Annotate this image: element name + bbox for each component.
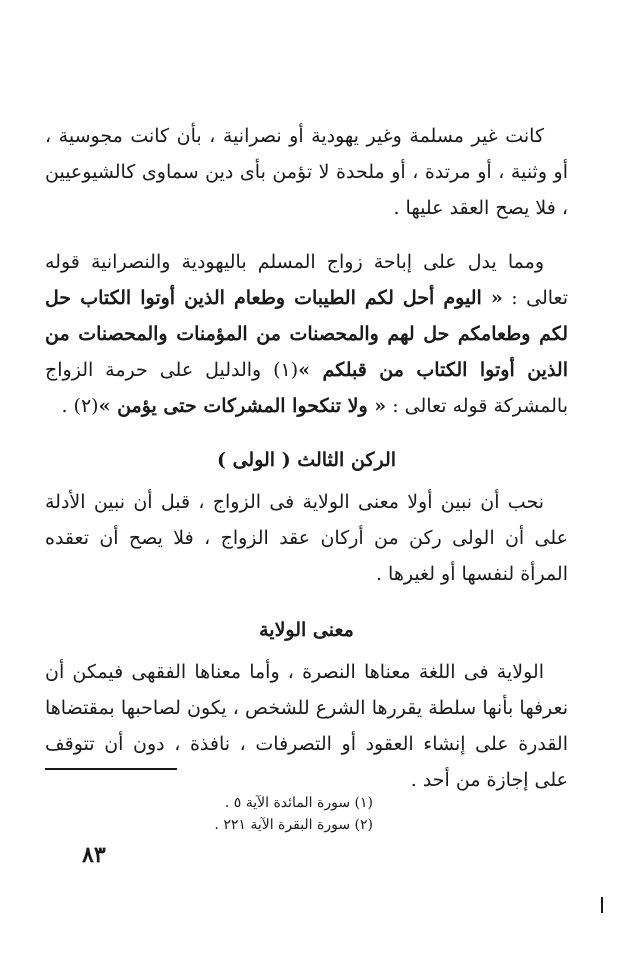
- paragraph-non-muslim-wife: كانت غير مسلمة وغير يهودية أو نصرانية ، بأن كانت مجوسية ، أو وثنية ، أو مرتدة ، أو ملحدة لا تؤمن بأى دين سماوى كالشيوعيين ، فلا يصح العقد عليها .: [45, 125, 568, 219]
- footnote-1: (١) سورة المائدة الآية ٥ .: [224, 795, 373, 811]
- paragraph-guardianship-definition: الولاية فى اللغة معناها النصرة ، وأما معناها الفقهى فيمكن أن نعرفها بأنها سلطة يقررها الشرع للشخص ، يكون لصاحبها بمقتضاها القدرة على إنشاء العقود أو التصرفات ، نافذة ، دون أن تتوقف على إجازة من أحد .: [45, 661, 568, 791]
- paragraph-evidence: [45, 244, 568, 424]
- evidence-intro: ومما يدل على إباحة زواج المسلم باليهودية والنصرانية قوله تعالى :: [45, 251, 568, 309]
- footnotes: [45, 792, 373, 836]
- scan-edge-mark: [601, 897, 603, 913]
- footnote-2: (٢) سورة البقرة الآية ٢٢١ .: [214, 817, 373, 833]
- page-number: ٨٣: [82, 842, 106, 868]
- quran-quote-baqara: « ولا تنكحوا المشركات حتى يؤمن »: [98, 395, 387, 417]
- page-body: [45, 118, 568, 798]
- footnote-divider: [45, 768, 177, 770]
- heading-third-pillar: الركن الثالث ( الولى ): [216, 449, 397, 471]
- quran-quote-maida: « اليوم أحل لكم الطيبات وطعام الذين أوتوا الكتاب حل لكم وطعامكم حل لهم والمحصنات من المؤمنات والمحصنات من الذين أوتوا الكتاب من قبلكم »: [45, 287, 569, 381]
- paragraph-guardian-intro: نحب أن نبين أولا معنى الولاية فى الزواج ، قبل أن نبين الأدلة على أن الولى ركن من أركان عقد الزواج ، فلا يصح أن تعقده المرأة لنفسها أو لغيرها .: [45, 491, 568, 585]
- evidence-middle: (١) والدليل على حرمة الزواج بالمشركة قوله تعالى :: [45, 359, 568, 417]
- evidence-end: (٢) .: [61, 395, 99, 417]
- heading-meaning-of-guardianship: معنى الولاية: [259, 619, 354, 641]
